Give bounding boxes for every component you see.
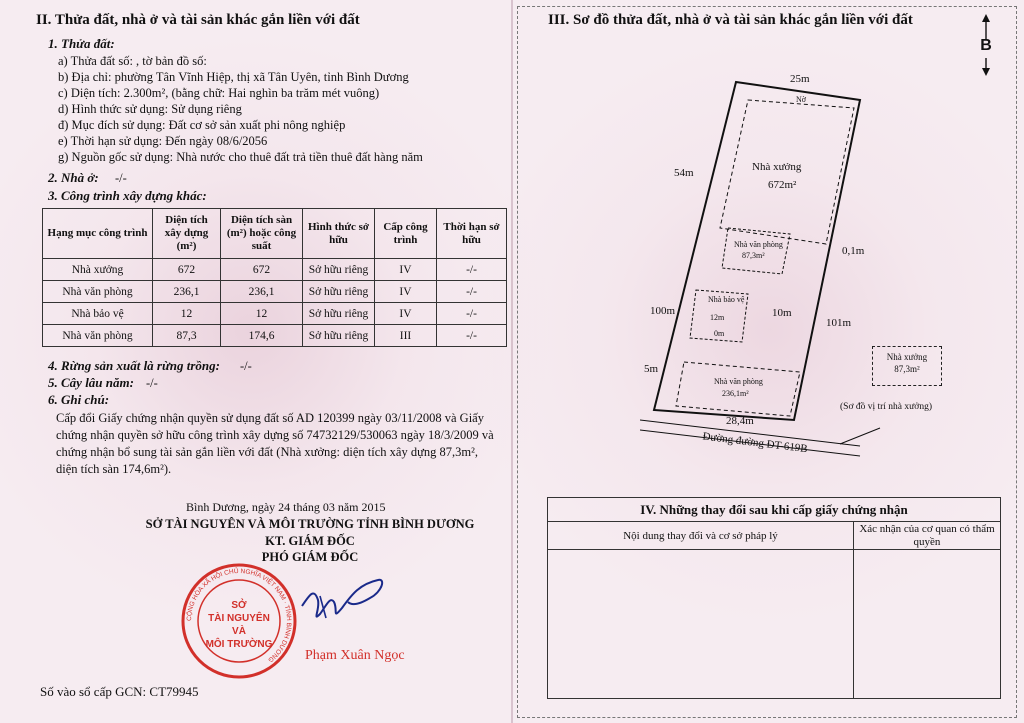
table-row xyxy=(43,325,507,347)
deputy-title: PHÓ GIÁM ĐỐC xyxy=(261,550,359,564)
cell-item: Nhà xưởng xyxy=(43,259,153,281)
label-workshop-area: 672m² xyxy=(768,179,797,191)
house-value: -/- xyxy=(115,171,127,185)
cell-grade: III xyxy=(375,325,437,347)
col-header-build-area: Diện tích xây dựng (m²) xyxy=(153,209,221,259)
forest-value: -/- xyxy=(240,359,252,373)
changes-body-left xyxy=(548,550,854,698)
label-office-small: Nhà văn phòng xyxy=(734,240,783,249)
cell-floor-area: 672 xyxy=(221,259,303,281)
land-line-d: d) Hình thức sử dụng: Sử dụng riêng xyxy=(58,102,242,116)
table-row xyxy=(43,303,507,325)
cell-ownership: Sở hữu riêng xyxy=(303,325,375,347)
label-gap: Nờ xyxy=(796,95,807,104)
changes-body xyxy=(548,550,1000,698)
land-line-dd: đ) Mục đích sử dụng: Đất cơ sở sản xuất phi nông nghiệp xyxy=(58,118,346,132)
col-header-grade: Cấp công trình xyxy=(375,209,437,259)
agency-name: SỞ TÀI NGUYÊN VÀ MÔI TRƯỜNG TỈNH BÌNH DƯƠNG xyxy=(145,517,475,531)
inset-caption: (Sơ đồ vị trí nhà xưởng) xyxy=(840,402,932,412)
label-office-big-area: 236,1m² xyxy=(722,389,749,398)
works-heading: 3. Công trình xây dựng khác: xyxy=(48,188,207,203)
cell-ownership: Sở hữu riêng xyxy=(303,281,375,303)
inset-area: 87,3m² xyxy=(894,364,920,374)
notes-heading: 6. Ghi chú: xyxy=(48,392,110,407)
house-heading: 2. Nhà ở: xyxy=(48,170,99,185)
col-header-floor-area: Diện tích sàn (m²) hoặc công suất xyxy=(221,209,303,259)
changes-header xyxy=(548,522,1000,550)
cell-term: -/- xyxy=(437,325,507,347)
cell-floor-area: 236,1 xyxy=(221,281,303,303)
signature-icon xyxy=(290,566,410,636)
notes-text: Cấp đổi Giấy chứng nhận quyền sử dụng đất số AD 120399 ngày 03/11/2008 và Giấy chứng nhận quyền sở hữu công trình xây dựng số 74732129/530063 ngày 18/3/2009 và chứng nhận bổ sung tài sản gắn liền với đất (Nhà xưởng: diện tích xây dựng 87,3m², diện tích sàn 174,6m²). xyxy=(56,411,494,476)
perennial-heading: 5. Cây lâu năm: xyxy=(48,375,134,390)
dim-mid-right: 0,1m xyxy=(842,245,865,257)
label-guard: Nhà bảo vệ xyxy=(708,295,745,304)
cell-floor-area: 12 xyxy=(221,303,303,325)
page-fold xyxy=(511,0,513,723)
col-header-ownership: Hình thức sở hữu xyxy=(303,209,375,259)
svg-text:VÀ: VÀ xyxy=(232,626,246,637)
label-guard-dim2: 0m xyxy=(714,329,725,338)
cell-ownership: Sở hữu riêng xyxy=(303,303,375,325)
svg-text:SỞ: SỞ xyxy=(231,600,247,611)
land-line-b: b) Địa chỉ: phường Tân Vĩnh Hiệp, thị xã Tân Uyên, tỉnh Bình Dương xyxy=(58,70,409,84)
dim-center: 10m xyxy=(772,307,792,319)
registry-number: Số vào sổ cấp GCN: CT79945 xyxy=(40,684,199,699)
works-table xyxy=(42,208,507,347)
cell-item: Nhà văn phòng xyxy=(43,281,153,303)
label-workshop: Nhà xưởng xyxy=(752,161,802,173)
label-office-small-area: 87,3m² xyxy=(742,251,765,260)
svg-text:MÔI TRƯỜNG: MÔI TRƯỜNG xyxy=(205,639,273,650)
dim-bottom: 28,4m xyxy=(726,415,754,427)
cell-build-area: 12 xyxy=(153,303,221,325)
cell-term: -/- xyxy=(437,259,507,281)
land-line-e: e) Thời hạn sử dụng: Đến ngày 08/6/2056 xyxy=(58,134,268,148)
land-line-g: g) Nguồn gốc sử dụng: Nhà nước cho thuê đất trả tiền thuê đất hàng năm xyxy=(58,150,423,164)
section-ii-title: II. Thửa đất, nhà ở và tài sản khác gắn liền với đất xyxy=(36,12,360,28)
changes-col-content: Nội dung thay đổi và cơ sở pháp lý xyxy=(548,522,854,549)
cell-term: -/- xyxy=(437,281,507,303)
dim-left-lower: 100m xyxy=(650,305,676,317)
cell-build-area: 87,3 xyxy=(153,325,221,347)
signer-name: Phạm Xuân Ngọc xyxy=(305,648,405,663)
perennial-value: -/- xyxy=(146,376,158,390)
cell-grade: IV xyxy=(375,281,437,303)
forest-heading: 4. Rừng sản xuất là rừng trồng: xyxy=(48,358,220,373)
dim-top: 25m xyxy=(790,73,810,85)
changes-title: IV. Những thay đổi sau khi cấp giấy chứng nhận xyxy=(548,498,1000,522)
north-label: B xyxy=(980,37,992,54)
land-heading: 1. Thửa đất: xyxy=(48,36,115,51)
label-office-big: Nhà văn phòng xyxy=(714,377,763,386)
table-row xyxy=(43,281,507,303)
cell-term: -/- xyxy=(437,303,507,325)
svg-text:TÀI NGUYÊN: TÀI NGUYÊN xyxy=(208,613,270,624)
dim-right: 101m xyxy=(826,317,852,329)
site-plan-diagram xyxy=(640,68,980,458)
changes-col-confirm: Xác nhận của cơ quan có thẩm quyền xyxy=(859,523,995,548)
works-table-header xyxy=(43,209,507,259)
cell-build-area: 672 xyxy=(153,259,221,281)
dim-left-small: 5m xyxy=(644,363,659,375)
official-stamp xyxy=(180,562,298,680)
changes-table xyxy=(547,497,1001,699)
stamp-ring-text: CỘNG HÒA XÃ HỘI CHỦ NGHĨA VIỆT NAM · TỈNH BÌNH DƯƠNG xyxy=(185,567,293,664)
cell-item: Nhà bảo vệ xyxy=(43,303,153,325)
dim-left-upper: 54m xyxy=(674,167,694,179)
table-row xyxy=(43,259,507,281)
col-header-item: Hạng mục công trình xyxy=(43,209,153,259)
cell-ownership: Sở hữu riêng xyxy=(303,259,375,281)
label-guard-dim: 12m xyxy=(710,313,725,322)
cell-item: Nhà văn phòng xyxy=(43,325,153,347)
cell-build-area: 236,1 xyxy=(153,281,221,303)
land-line-c: c) Diện tích: 2.300m², (bằng chữ: Hai nghìn ba trăm mét vuông) xyxy=(58,86,380,100)
label-road: Đường đường ĐT-619B xyxy=(701,430,809,456)
issue-date: Bình Dương, ngày 24 tháng 03 năm 2015 xyxy=(186,500,386,514)
cell-grade: IV xyxy=(375,259,437,281)
land-line-a: a) Thửa đất số: , tờ bản đồ số: xyxy=(58,54,207,68)
col-header-term: Thời hạn sở hữu xyxy=(437,209,507,259)
cell-floor-area: 174,6 xyxy=(221,325,303,347)
cell-grade: IV xyxy=(375,303,437,325)
inset-title: Nhà xưởng xyxy=(886,352,928,362)
section-iii-title: III. Sơ đồ thửa đất, nhà ở và tài sản khác gắn liền với đất xyxy=(548,12,913,28)
kt-line: KT. GIÁM ĐỐC xyxy=(265,534,355,548)
